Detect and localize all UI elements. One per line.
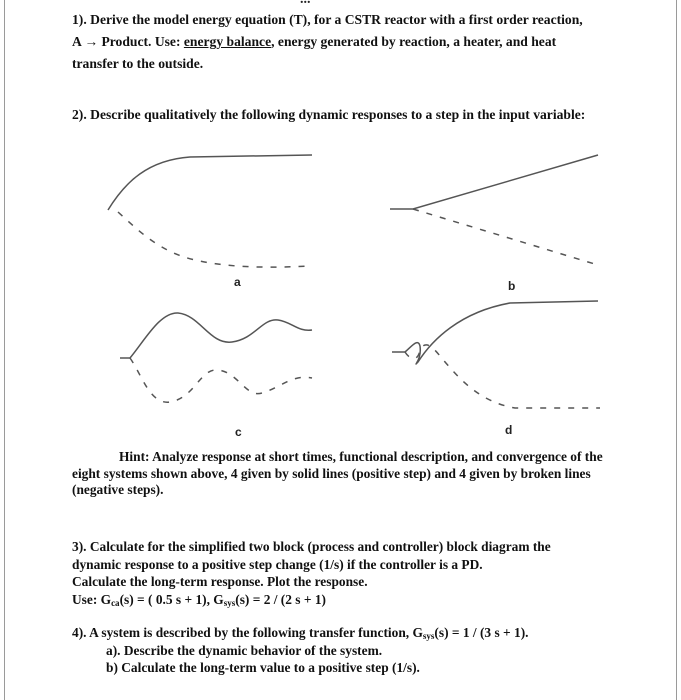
figure-a (108, 155, 312, 289)
figure-b-dashed-line (413, 209, 598, 265)
hint-paragraph: Hint: Analyze response at short times, functional description, and convergence of the eight systems shown above, 4 given by solid lines (positive step) and 4 given by broken lines (negative steps). (72, 449, 603, 497)
figure-b-solid-line (390, 155, 598, 209)
figure-b-label: b (508, 279, 516, 293)
energy-balance-underlined: energy balance (183, 34, 272, 49)
figure-a-solid-curve (108, 155, 312, 210)
figure-d-solid-curve (392, 301, 598, 364)
figure-a-dashed-curve (118, 212, 310, 267)
figure-d-label: d (505, 423, 513, 437)
question-3-line-2: dynamic response to a positive step change (1/s) if the controller is a PD. (72, 556, 483, 572)
question-4 (72, 624, 632, 677)
question-3-use-line: Use: $G_{ca}(s)$ = ( 0.5 s + 1), $G_{sys}(s) = 2 / (2$ s + 1) (72, 591, 326, 608)
figure-a-label: a (234, 275, 241, 289)
question-1-line-2: A → Product. Use: energy balance, energy generated by reaction, a heater, and heat (72, 34, 557, 49)
figure-b (390, 155, 598, 293)
figure-d (392, 301, 600, 437)
question-4-part-b: b) Calculate the long-term value to a positive step (1/s). (106, 660, 420, 675)
figure-d-dashed-curve (405, 345, 600, 408)
figure-c-label: c (235, 425, 242, 439)
question-1-line-3: transfer to the outside. (72, 56, 204, 71)
question-4-line-1: 4). A system is described by the following transfer function, $G_{sys}(s) = 1 / (3$ s + 1). (72, 625, 529, 641)
question-1-line-1: 1). Derive the model energy equation (T), for a CSTR reactor with a first order reaction, (72, 12, 583, 27)
figure-c-solid-curve (120, 313, 312, 358)
question-3-line-1: 3). Calculate for the simplified two block (process and controller) block diagram the (72, 539, 551, 554)
question-2: 2). Describe qualitatively the following dynamic responses to a step in the input variable: (72, 107, 586, 122)
question-3-line-3: Calculate the long-term response. Plot the response. (72, 574, 368, 589)
question-3 (72, 538, 632, 608)
figure-c (120, 313, 312, 439)
question-4-part-a: a). Describe the dynamic behavior of the system. (106, 642, 383, 658)
figure-c-dashed-curve (130, 358, 312, 402)
